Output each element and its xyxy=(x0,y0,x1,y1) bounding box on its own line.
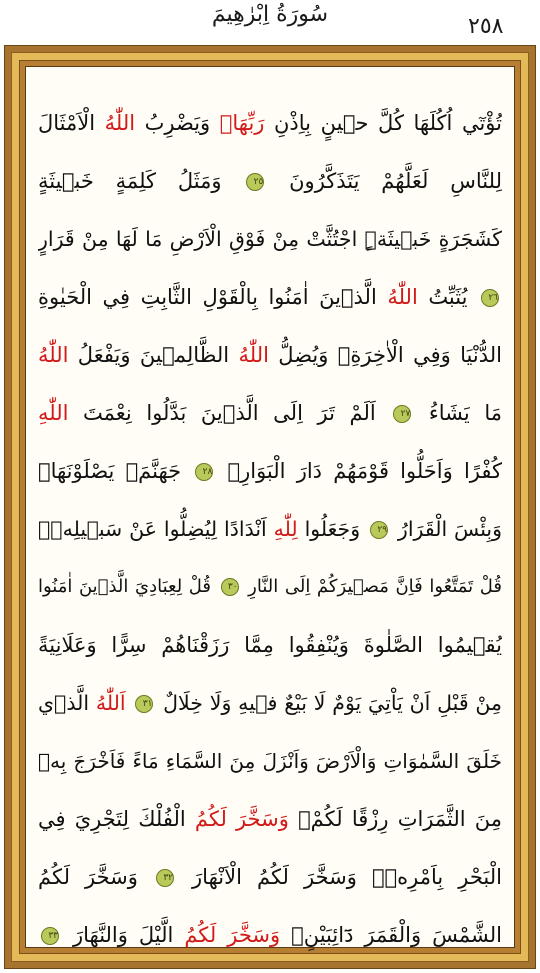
verse-line xyxy=(38,152,502,210)
verse-text: الشَّمْسَ وَالْقَمَرَ دَٓائِبَيْنِۚ xyxy=(280,923,502,947)
verse-line xyxy=(38,616,502,674)
divine-name-text: اللّٰهِ xyxy=(38,401,69,425)
verse-line xyxy=(38,558,502,616)
verse-text: وَجَعَلُوا xyxy=(297,517,368,541)
verse-line xyxy=(38,210,502,268)
ayah-number-marker: ٣٢ xyxy=(156,869,174,887)
verse-text: يُثَبِّتُ xyxy=(417,285,478,309)
verse-text: لِلنَّاسِ لَعَلَّهُمْ يَتَذَكَّرُونَ xyxy=(267,169,502,193)
ayah-number-marker: ٢٩ xyxy=(370,521,388,539)
verse-text: وَبِئْسَ الْقَرَارُ xyxy=(391,517,502,541)
verse-text: الظَّالِمٖينَ وَيَفْعَلُ xyxy=(68,343,239,367)
quran-text-block xyxy=(38,94,502,964)
verse-text: الْفُلْكَ لِتَجْرِيَ فِي xyxy=(38,807,195,831)
verse-text: اَنْدَادًا لِيُضِلُّوا عَنْ سَبٖيلِهٖۜ xyxy=(38,517,274,541)
divine-name-text: اَللّٰهُ xyxy=(95,691,126,715)
verse-text: مِنْ قَبْلِ اَنْ يَاْتِيَ يَوْمٌ لَا بَيْعٌ فٖيهِ وَلَا خِلَالٌ xyxy=(156,691,502,715)
surah-title: سُورَةُ اِبْرٰهِيمَ xyxy=(211,2,329,27)
ayah-number-marker: ٢٨ xyxy=(195,463,213,481)
divine-name-text: اللّٰهُ xyxy=(104,111,136,135)
ayah-number-marker: ٢٦ xyxy=(481,289,499,307)
verse-line xyxy=(38,674,502,732)
verse-text: وَيَضْرِبُ xyxy=(135,111,220,135)
verse-line xyxy=(38,790,502,848)
ayah-number-marker: ٢٧ xyxy=(393,405,411,423)
divine-name-text: وَسَخَّرَ لَكُمُ xyxy=(194,807,289,831)
verse-text: خَلَقَ السَّمٰوَاتِ وَالْاَرْضَ وَاَنْزَلَ مِنَ السَّمَاءِ مَاءً فَاَخْرَجَ بِهٖ xyxy=(38,749,502,773)
verse-line xyxy=(38,906,502,964)
divine-name-text: رَبِّهَاۜ xyxy=(219,111,265,135)
verse-text: قُلْ تَمَتَّعُوا فَاِنَّ مَصٖيرَكُمْ اِلَى النَّارِ xyxy=(241,576,502,597)
verse-line xyxy=(38,268,502,326)
divine-name-text: اللّٰهُ xyxy=(38,343,69,367)
verse-text xyxy=(126,691,133,715)
verse-text: اَلَمْ تَرَ اِلَى الَّذٖينَ بَدَّلُوا نِعْمَتَ xyxy=(68,401,391,425)
page-number: ٢٥٨ xyxy=(468,14,504,39)
verse-text: الْبَحْرِ بِاَمْرِهٖۚ وَسَخَّرَ لَكُمُ الْاَنْهَارَ xyxy=(176,865,502,889)
verse-text: الدُّنْيَا وَفِي الْاٰخِرَةِۚ وَيُضِلُّ xyxy=(268,343,502,367)
verse-line xyxy=(38,384,502,442)
verse-text: يُقٖيمُوا الصَّلٰوةَ وَيُنْفِقُوا مِمَّا رَزَقْنَاهُمْ سِرًّا وَعَلَانِيَةً xyxy=(38,633,502,657)
verse-line xyxy=(38,848,502,906)
ayah-number-marker: ٣١ xyxy=(135,695,153,713)
verse-line xyxy=(38,326,502,384)
verse-line xyxy=(38,442,502,500)
page-header xyxy=(0,0,540,46)
verse-text: الَّيْلَ وَالنَّهَارَ xyxy=(62,923,185,947)
divine-name-text: اللّٰهُ xyxy=(387,285,418,309)
verse-text: وَمَثَلُ كَلِمَةٍ خَبٖيثَةٍ xyxy=(38,169,244,193)
verse-text: الْاَمْثَالَ xyxy=(38,111,105,135)
verse-text: الَّذٖي xyxy=(38,691,96,715)
ayah-number-marker: ٢٥ xyxy=(246,173,264,191)
ayah-number-marker: ٣٠ xyxy=(221,578,239,596)
verse-text: مِنَ الثَّمَرَاتِ رِزْقًا لَكُمْۚ xyxy=(288,807,502,831)
verse-text: تُؤْتٓي اُكُلَهَا كُلَّ حٖينٍ بِاِذْنِ xyxy=(264,111,502,135)
divine-name-text: اللّٰهُ xyxy=(238,343,269,367)
verse-text: قُلْ لِعِبَادِيَ الَّذٖينَ اٰمَنُوا xyxy=(38,576,218,597)
verse-text: كَشَجَرَةٍ خَبٖيثَةٍۨ اجْتُثَّتْ مِنْ فَوْقِ الْاَرْضِ مَا لَهَا مِنْ قَرَارٍ xyxy=(38,227,502,251)
verse-line xyxy=(38,94,502,152)
ayah-number-marker: ٣٣ xyxy=(41,927,59,945)
verse-text: وَسَخَّرَ لَكُمُ xyxy=(38,865,153,889)
verse-text: الَّذٖينَ اٰمَنُوا بِالْقَوْلِ الثَّابِتِ فِي الْحَيٰوةِ xyxy=(38,285,388,309)
verse-text: مَا يَشَاءُ xyxy=(414,401,502,425)
divine-name-text: وَسَخَّرَ لَكُمُ xyxy=(184,923,281,947)
divine-name-text: لِلّٰهِ xyxy=(273,517,298,541)
verse-line xyxy=(38,500,502,558)
verse-text: كُفْرًا وَاَحَلُّوا قَوْمَهُمْ دَارَ الْبَوَارِۙ xyxy=(216,459,502,483)
verse-text: جَهَنَّمَۚ يَصْلَوْنَهَاۜ xyxy=(38,459,193,483)
verse-line xyxy=(38,732,502,790)
